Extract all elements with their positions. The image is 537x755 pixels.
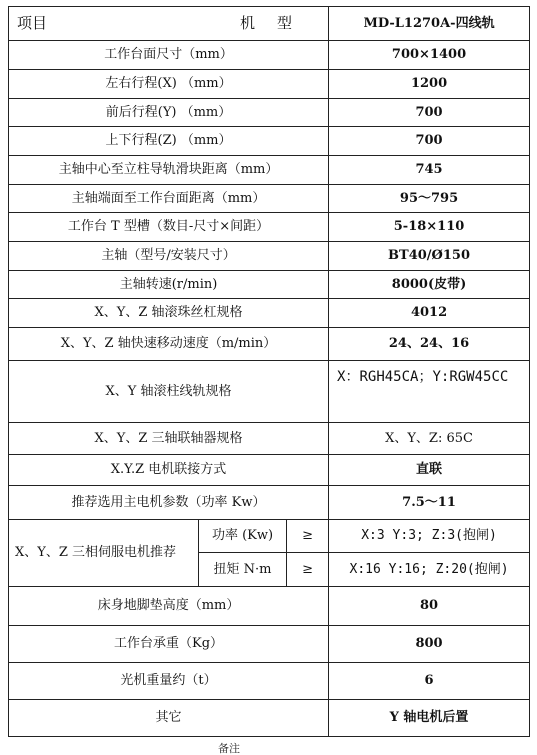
spec-label: 工作台承重（Kg） [9, 626, 329, 663]
spec-value: 700×1400 [329, 41, 530, 70]
spec-row [9, 127, 530, 156]
spec-row [9, 271, 530, 299]
spec-value: 1200 [329, 70, 530, 99]
spec-value: X、Y、Z: 65C [329, 423, 530, 455]
spec-value: 6 [329, 663, 530, 700]
spec-value: 700 [329, 127, 530, 156]
linear-guide-label: X、Y 轴滚柱线轨规格 [9, 361, 329, 423]
spec-label: 上下行程(Z) （mm） [9, 127, 329, 156]
spec-label: 主轴（型号/安装尺寸） [9, 242, 329, 271]
spec-label: 推荐选用主电机参数（功率 Kw） [9, 486, 329, 520]
servo-label: X、Y、Z 三相伺服电机推荐 [9, 520, 199, 587]
spec-row [9, 70, 530, 99]
model-label: 机型 [240, 14, 315, 32]
header-item-model-cell [9, 7, 329, 41]
item-label: 项目 [17, 14, 48, 32]
model-value: MD-L1270A-四线轨 [329, 7, 530, 41]
spec-label: 主轴端面至工作台面距离（mm） [9, 185, 329, 213]
spec-value: 5-18×110 [329, 213, 530, 242]
spec-row [9, 156, 530, 185]
spec-label: 床身地脚垫高度（mm） [9, 587, 329, 626]
spec-value: 745 [329, 156, 530, 185]
spec-row [9, 700, 530, 737]
spec-value: 800 [329, 626, 530, 663]
spec-row [9, 486, 530, 520]
servo-power-label: 功率 (Kw) [199, 520, 287, 553]
servo-torque-value: X:16 Y:16; Z:20(抱闸) [329, 553, 530, 587]
spec-row [9, 626, 530, 663]
spec-row [9, 455, 530, 486]
spec-value: 8000(皮带) [329, 271, 530, 299]
spec-label: 其它 [9, 700, 329, 737]
spec-row [9, 41, 530, 70]
servo-power-value: X:3 Y:3; Z:3(抱闸) [329, 520, 530, 553]
spec-label: 主轴转速(r/min) [9, 271, 329, 299]
spec-value: 80 [329, 587, 530, 626]
linear-guide-value: X：RGH45CA；Y:RGW45CC [329, 361, 530, 423]
servo-power-row [9, 520, 530, 553]
servo-power-symbol: ≥ [287, 520, 329, 553]
spec-value: Y 轴电机后置 [329, 700, 530, 737]
spec-value: 700 [329, 99, 530, 127]
spec-label: 工作台 T 型槽（数目-尺寸×间距） [9, 213, 329, 242]
spec-row [9, 242, 530, 271]
spec-label: 光机重量约（t） [9, 663, 329, 700]
servo-torque-label: 扭矩 N·m [199, 553, 287, 587]
spec-row [9, 663, 530, 700]
spec-label: X、Y、Z 轴滚珠丝杠规格 [9, 299, 329, 328]
spec-row [9, 587, 530, 626]
header-row [9, 7, 530, 41]
spec-row [9, 99, 530, 127]
spec-label: 主轴中心至立柱导轨滑块距离（mm） [9, 156, 329, 185]
spec-row [9, 185, 530, 213]
spec-row [9, 213, 530, 242]
spec-value: 4012 [329, 299, 530, 328]
spec-row [9, 423, 530, 455]
spec-label: 左右行程(X) （mm） [9, 70, 329, 99]
spec-label: X.Y.Z 电机联接方式 [9, 455, 329, 486]
spec-label: 前后行程(Y) （mm） [9, 99, 329, 127]
spec-value: 95～795 [329, 185, 530, 213]
spec-value: 7.5～11 [329, 486, 530, 520]
spec-row [9, 328, 530, 361]
servo-torque-symbol: ≥ [287, 553, 329, 587]
spec-label: 工作台面尺寸（mm） [9, 41, 329, 70]
spec-row [9, 299, 530, 328]
spec-label: X、Y、Z 轴快速移动速度（m/min） [9, 328, 329, 361]
spec-label: X、Y、Z 三轴联轴器规格 [9, 423, 329, 455]
tail-text: 备注 [218, 742, 240, 755]
linear-guide-row [9, 361, 530, 423]
spec-table [8, 6, 530, 737]
spec-value: 直联 [329, 455, 530, 486]
spec-value: BT40/Ø150 [329, 242, 530, 271]
spec-value: 24、24、16 [329, 328, 530, 361]
